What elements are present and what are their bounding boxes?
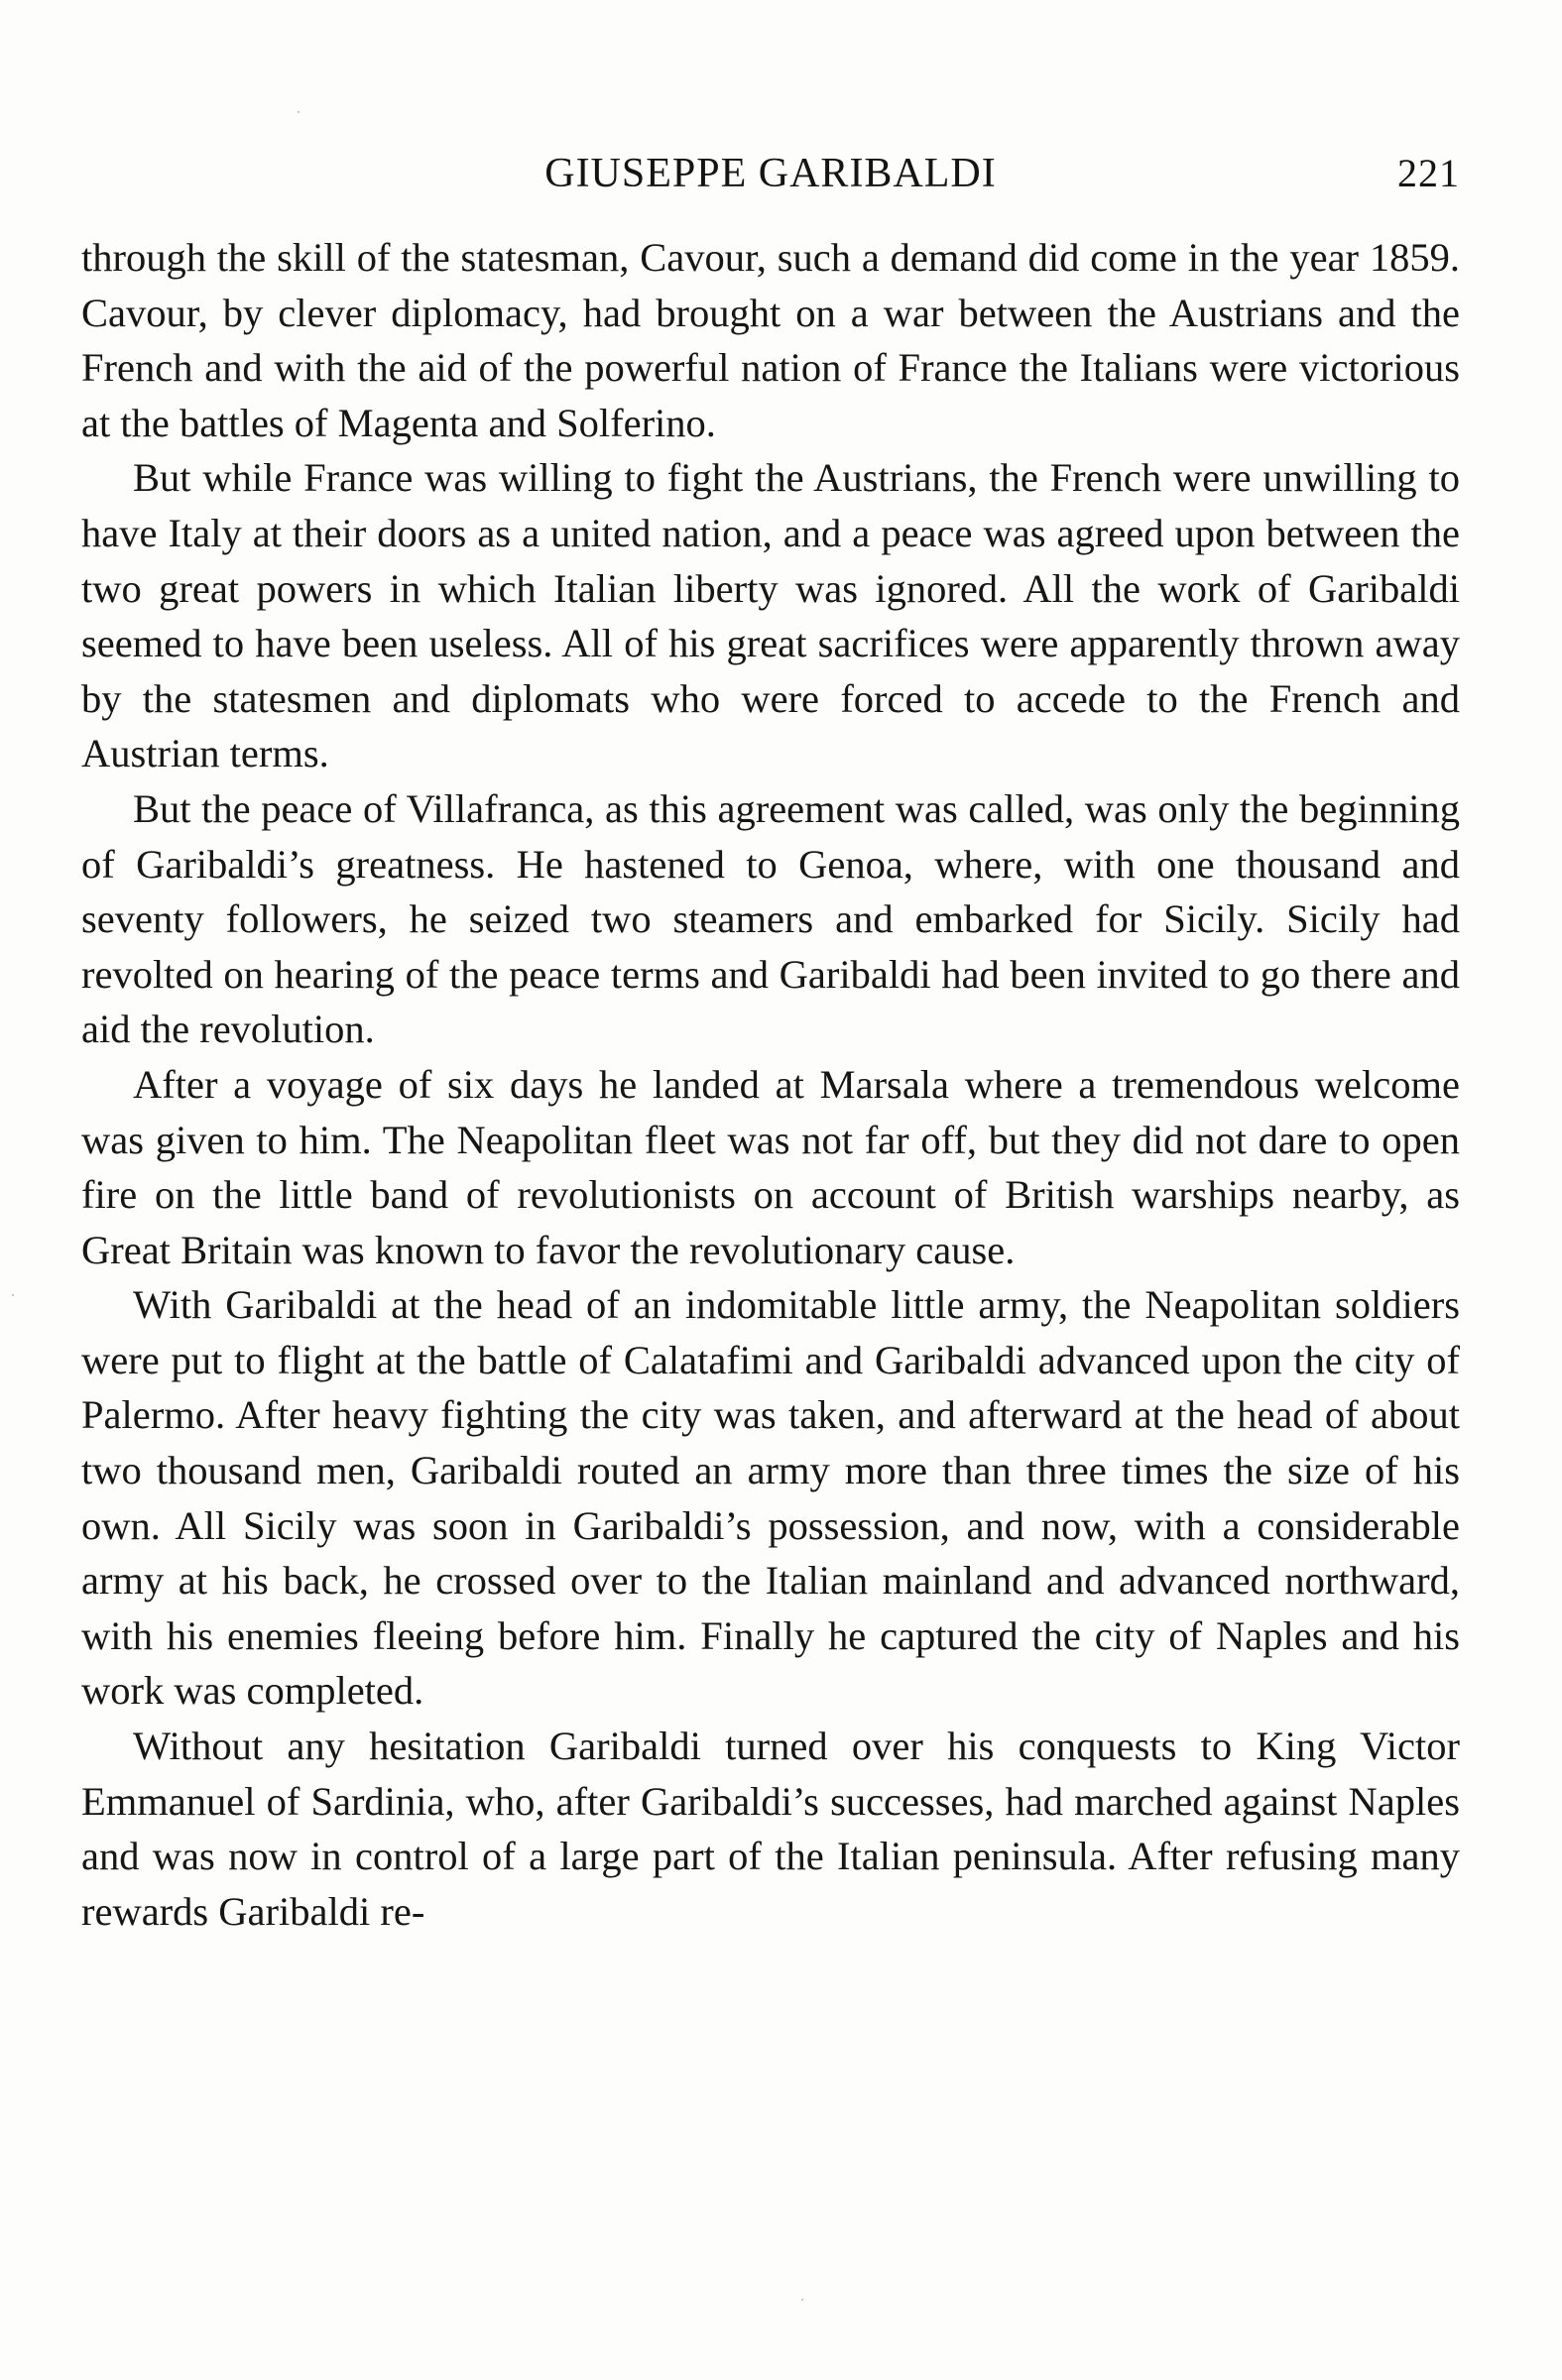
- paragraph-5: With Garibaldi at the head of an indomitable little army, the Neapolitan soldiers were put to flight at the battle of Calatafimi and Garibaldi advanced upon the city of Palermo. After heavy fighting the city was taken, and afterward at the head of about two thousand men, Garibaldi routed an army more than three times the size of his own. All Sicily was soon in Garibaldi’s possession, and now, with a considerable army at his back, he crossed over to the Italian mainland and advanced northward, with his enemies fleeing before him. Finally he captured the city of Naples and his work was completed.: [81, 1282, 1460, 1714]
- running-title: GIUSEPPE GARIBALDI: [544, 151, 997, 196]
- page-header: [81, 139, 1460, 208]
- paragraph-6: Without any hesitation Garibaldi turned over his conquests to King Victor Emmanuel of Sardinia, who, after Garibaldi’s successes, had marched against Naples and was now in control of a large part of the Italian peninsula. After refusing many rewards Garibaldi re-: [81, 1724, 1460, 1934]
- paragraph-2: But while France was willing to fight the Austrians, the French were unwilling to have Italy at their doors as a united nation, and a peace was agreed upon between the two great powers in which Italian liberty was ignored. All the work of Garibaldi seemed to have been useless. All of his great sacrifices were apparently thrown away by the statesmen and diplomats who were forced to accede to the French and Austrian terms.: [81, 455, 1460, 776]
- page-number: 221: [1397, 151, 1460, 195]
- paragraph-3: But the peace of Villafranca, as this agreement was called, was only the beginning of Garibaldi’s greatness. He hastened to Genoa, where, with one thousand and seventy followers, he seized two steamers and embarked for Sicily. Sicily had revolted on hearing of the peace terms and Garibaldi had been invited to go there and aid the revolution.: [81, 785, 1460, 1052]
- paper-speck: [12, 1294, 14, 1296]
- body-text: [81, 230, 1460, 1939]
- paragraph-4: After a voyage of six days he landed at Marsala where a tremendous welcome was given to him. The Neapolitan fleet was not far off, but they did not dare to open fire on the little band of revolutionists on account of British warships nearby, as Great Britain was known to favor the revolutionary cause.: [81, 1061, 1460, 1272]
- paper-speck: [298, 111, 300, 113]
- paper-speck: [801, 2299, 803, 2301]
- paragraph-1: through the skill of the statesman, Cavour, such a demand did come in the year 1859. Cavour, by clever diplomacy, had brought on a war between the Austrians and the French and with the aid of the powerful nation of France the Italians were victorious at the battles of Magenta and Solferino.: [81, 235, 1460, 445]
